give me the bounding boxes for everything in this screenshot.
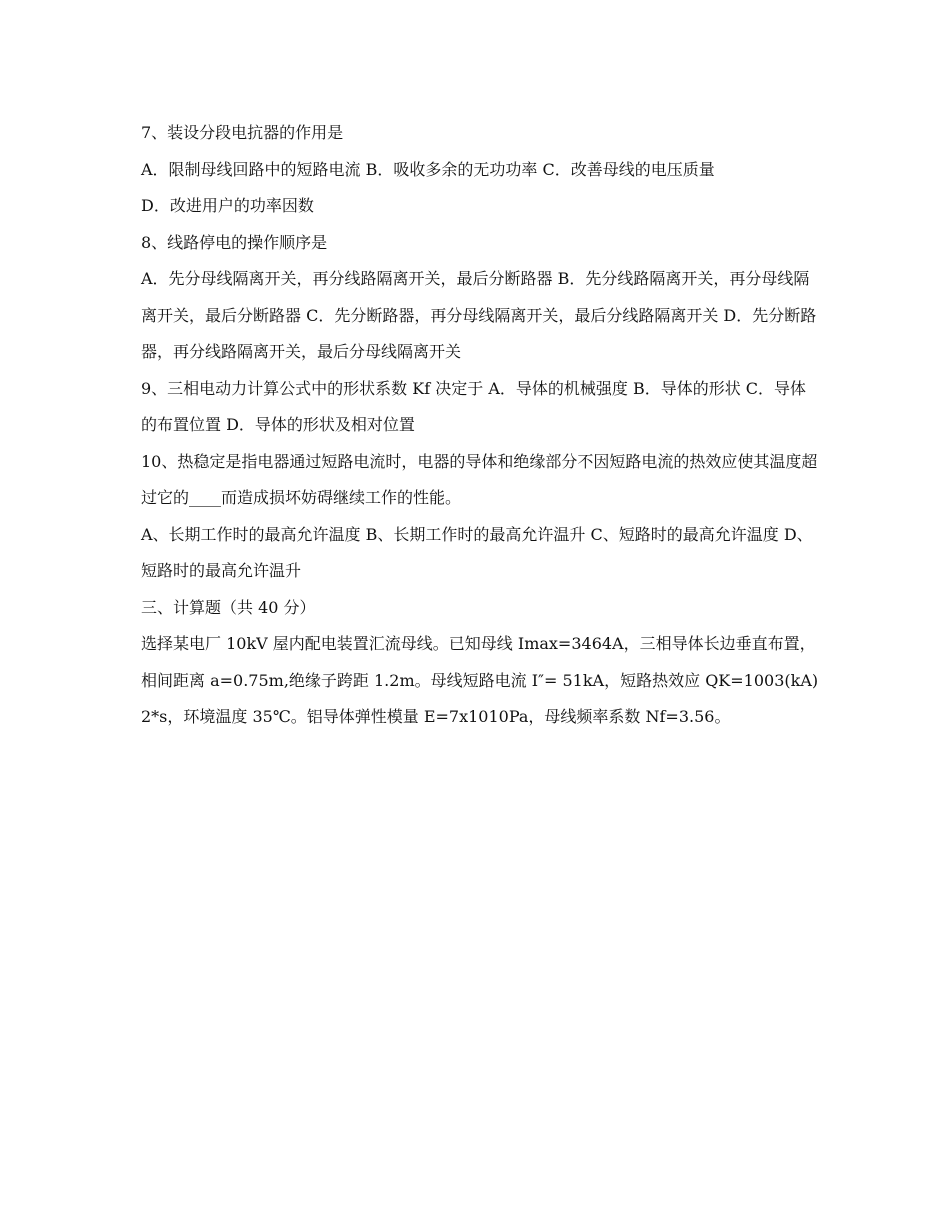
- question-10-options: A、长期工作时的最高允许温度 B、长期工作时的最高允许温升 C、短路时的最高允许温度 D、短路时的最高允许温升: [141, 524, 813, 580]
- document-body: [141, 115, 821, 736]
- question-8-options: A．先分母线隔离开关，再分线路隔离开关，最后分断路器 B．先分线路隔离开关，再分母线隔离开关，最后分断路器 C．先分断路器，再分母线隔离开关，最后分线路隔离开关 D．先分断路器，再分线路隔离开关，最后分母线隔离开关: [141, 269, 817, 361]
- question-8: 8、线路停电的操作顺序是: [141, 232, 328, 252]
- section-heading-calculation: 三、计算题（共 40 分）: [141, 597, 316, 617]
- question-7-options-abc: A．限制母线回路中的短路电流 B．吸收多余的无功功率 C．改善母线的电压质量: [141, 159, 715, 179]
- question-9: 9、三相电动力计算公式中的形状系数 Kf 决定于 A．导体的机械强度 B．导体的形状 C．导体的布置位置 D．导体的形状及相对位置: [141, 378, 807, 434]
- calculation-problem: 选择某电厂 10kV 屋内配电装置汇流母线。已知母线 Imax=3464A，三相导体长边垂直布置，相间距离 a=0.75m,绝缘子跨距 1.2m。母线短路电流 I″= 51kA，短路热效应 QK=1003(kA)2*s，环境温度 35℃。铝导体弹性模量 E=7x1010Pa，母线频率系数 Nf=3.56。: [141, 634, 819, 726]
- question-10: 10、热稳定是指电器通过短路电流时，电器的导体和绝缘部分不因短路电流的热效应使其温度超过它的____而造成损坏妨碍继续工作的性能。: [141, 451, 818, 507]
- question-7: 7、装设分段电抗器的作用是: [141, 123, 344, 142]
- question-7-option-d: D．改进用户的功率因数: [141, 196, 314, 215]
